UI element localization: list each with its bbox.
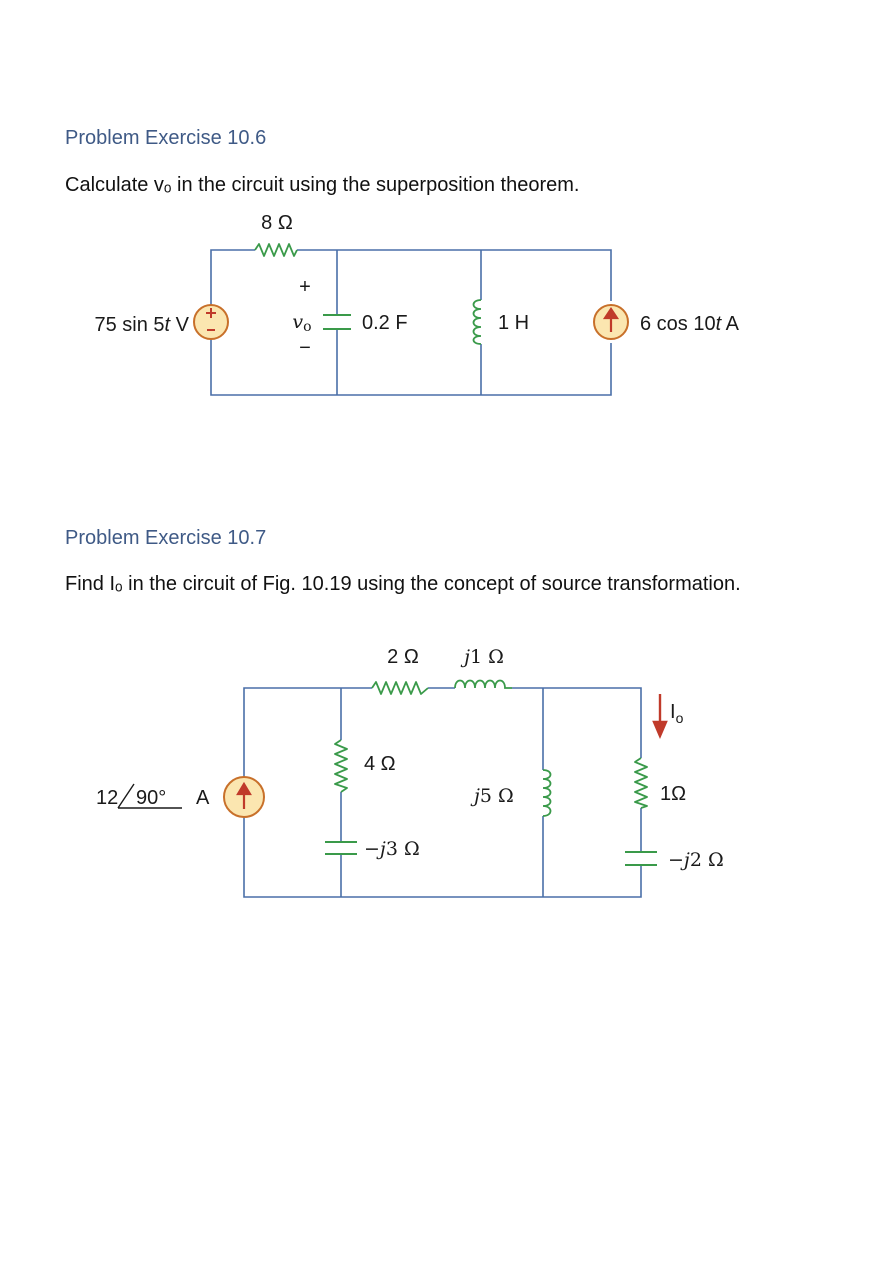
- problem-statement-10-6: Calculate vₒ in the circuit using the superposition theorem.: [65, 174, 580, 196]
- circuit2-left-wire: [244, 688, 372, 777]
- circuit2-shunt-capacitor-label: −j3 Ω: [364, 838, 420, 860]
- circuit2-shunt-resistor-4ohm: [335, 740, 347, 792]
- circuit2-series-inductor-j1ohm: [455, 681, 512, 689]
- circuit1-current-source-label: 6 cos 10t A: [640, 313, 739, 335]
- circuit2-middle-inductor-label: j5 Ω: [474, 785, 514, 807]
- circuit1-vo-minus: −: [299, 337, 311, 359]
- circuit2-left-bottom-wire: [244, 817, 641, 897]
- problem-heading-10-6: Problem Exercise 10.6: [65, 127, 267, 149]
- circuit1-capacitor: [323, 315, 351, 329]
- circuit-diagram-10-7: [0, 630, 876, 920]
- circuit1-bottom-wire: [211, 335, 611, 395]
- circuit1-inductor: [474, 300, 482, 344]
- circuit1-resistor-8ohm: [255, 244, 297, 256]
- circuit1-vo-label: vo: [292, 311, 312, 335]
- circuit2-series-resistor-label: 2 Ω: [387, 646, 419, 668]
- problem-heading-10-7: Problem Exercise 10.7: [65, 527, 267, 549]
- circuit1-voltage-source-label: 75 sin 5t V: [94, 314, 189, 336]
- circuit1-resistor-label: 8 Ω: [261, 212, 293, 234]
- circuit1-inductor-label: 1 H: [498, 312, 530, 334]
- circuit1-capacitor-label: 0.2 F: [362, 312, 408, 334]
- circuit2-io-label: $I_o$: [670, 701, 684, 726]
- circuit2-current-source-angle: 90°: [136, 787, 167, 809]
- circuit1-top-wire-right: [297, 250, 611, 301]
- circuit2-io-arrow-icon: [654, 722, 666, 736]
- circuit2-right-capacitor-label: −j2 Ω: [668, 849, 724, 871]
- circuit2-series-resistor-2ohm: [372, 682, 428, 694]
- circuit2-shunt-resistor-label: 4 Ω: [364, 753, 396, 775]
- circuit2-series-inductor-label: j1 Ω: [464, 646, 504, 668]
- circuit-diagram-10-6: [0, 205, 876, 405]
- circuit2-current-source-unit: A: [196, 787, 210, 809]
- circuit2-top-right-wire: [512, 688, 641, 758]
- problem-statement-10-7: Find Iₒ in the circuit of Fig. 10.19 using the concept of source transformation.: [65, 573, 741, 595]
- circuit2-right-resistor-label: 1Ω: [660, 783, 687, 805]
- circuit1-vo-plus: +: [299, 276, 311, 298]
- circuit2-middle-inductor-j5ohm: [543, 770, 551, 816]
- circuit2-shunt-capacitor: [325, 842, 357, 854]
- circuit2-right-capacitor: [625, 852, 657, 865]
- circuit2-current-source-magnitude: 12: [96, 787, 119, 809]
- circuit2-right-resistor-1ohm: [635, 758, 647, 808]
